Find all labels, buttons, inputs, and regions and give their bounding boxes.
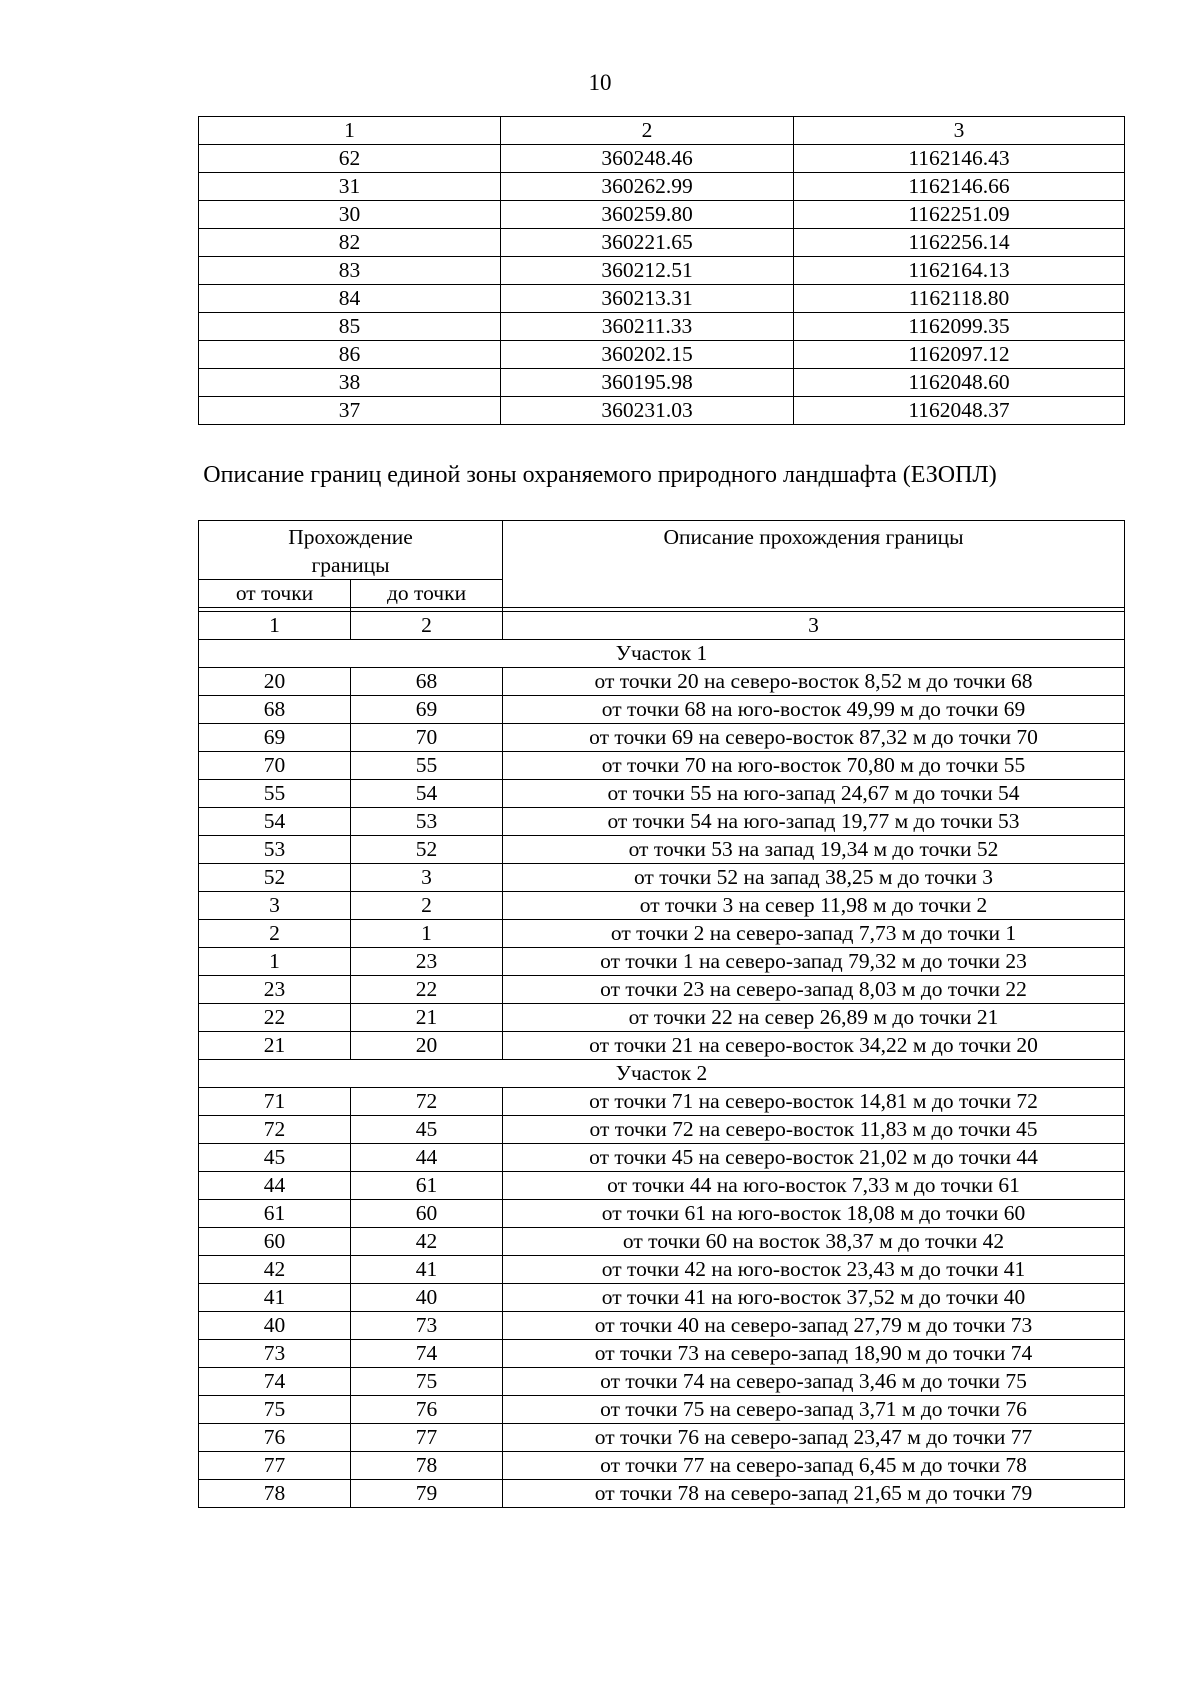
y-coordinate: 1162048.37 [794,397,1125,425]
from-point: 41 [199,1284,351,1312]
from-point: 78 [199,1480,351,1508]
point-number: 86 [199,341,501,369]
from-point: 22 [199,1004,351,1032]
section-title-cell: Участок 2 [199,1060,1125,1088]
table-row [199,229,1125,257]
from-point: 23 [199,976,351,1004]
to-point: 42 [351,1228,503,1256]
boundary-description: от точки 75 на северо-запад 3,71 м до точки 76 [503,1396,1125,1424]
boundary-description: от точки 68 на юго-восток 49,99 м до точки 69 [503,696,1125,724]
from-point: 61 [199,1200,351,1228]
table-row [199,1144,1125,1172]
table-row [199,1032,1125,1060]
section-row [199,1060,1125,1088]
point-number: 31 [199,173,501,201]
to-point: 54 [351,780,503,808]
table-row [199,864,1125,892]
column-number: 2 [501,117,794,145]
y-coordinate: 1162251.09 [794,201,1125,229]
boundary-description: от точки 21 на северо-восток 34,22 м до точки 20 [503,1032,1125,1060]
boundary-description: от точки 44 на юго-восток 7,33 м до точки 61 [503,1172,1125,1200]
x-coordinate: 360211.33 [501,313,794,341]
boundary-description: от точки 45 на северо-восток 21,02 м до точки 44 [503,1144,1125,1172]
from-point: 2 [199,920,351,948]
boundary-description: от точки 61 на юго-восток 18,08 м до точки 60 [503,1200,1125,1228]
to-point: 23 [351,948,503,976]
boundary-description: от точки 55 на юго-запад 24,67 м до точки 54 [503,780,1125,808]
boundary-description: от точки 78 на северо-запад 21,65 м до точки 79 [503,1480,1125,1508]
x-coordinate: 360259.80 [501,201,794,229]
to-point: 21 [351,1004,503,1032]
from-point: 54 [199,808,351,836]
column-number: 2 [351,612,503,640]
from-point: 68 [199,696,351,724]
table-row [199,1172,1125,1200]
boundary-description: от точки 3 на север 11,98 м до точки 2 [503,892,1125,920]
boundary-description: от точки 40 на северо-запад 27,79 м до точки 73 [503,1312,1125,1340]
coordinates-table [198,116,1125,425]
boundary-description: от точки 71 на северо-восток 14,81 м до точки 72 [503,1088,1125,1116]
point-number: 62 [199,145,501,173]
to-point: 78 [351,1452,503,1480]
table-row [199,892,1125,920]
table-row [199,1424,1125,1452]
y-coordinate: 1162164.13 [794,257,1125,285]
from-point: 20 [199,668,351,696]
from-point: 77 [199,1452,351,1480]
column-number: 3 [503,612,1125,640]
table-row [199,257,1125,285]
from-point: 71 [199,1088,351,1116]
boundary-description: от точки 22 на север 26,89 м до точки 21 [503,1004,1125,1032]
table-row [199,1004,1125,1032]
table-row [199,780,1125,808]
table-row [199,285,1125,313]
to-point: 52 [351,836,503,864]
boundary-description: от точки 77 на северо-запад 6,45 м до точки 78 [503,1452,1125,1480]
x-coordinate: 360212.51 [501,257,794,285]
from-point-header: от точки [199,580,351,608]
section-row [199,640,1125,668]
to-point: 76 [351,1396,503,1424]
table-row [199,948,1125,976]
point-number: 84 [199,285,501,313]
boundary-description: от точки 70 на юго-восток 70,80 м до точки 55 [503,752,1125,780]
table-row [199,696,1125,724]
x-coordinate: 360195.98 [501,369,794,397]
to-point: 60 [351,1200,503,1228]
from-point: 55 [199,780,351,808]
to-point: 44 [351,1144,503,1172]
to-point: 40 [351,1284,503,1312]
from-point: 70 [199,752,351,780]
from-point: 44 [199,1172,351,1200]
y-coordinate: 1162099.35 [794,313,1125,341]
y-coordinate: 1162146.43 [794,145,1125,173]
boundary-description: от точки 23 на северо-запад 8,03 м до точки 22 [503,976,1125,1004]
column-number-row [199,612,1125,640]
to-point: 41 [351,1256,503,1284]
header-row [199,521,1125,580]
x-coordinate: 360213.31 [501,285,794,313]
to-point-header: до точки [351,580,503,608]
from-point: 52 [199,864,351,892]
table-row [199,145,1125,173]
point-number: 82 [199,229,501,257]
table-row [199,1340,1125,1368]
coords-header-row [199,117,1125,145]
y-coordinate: 1162256.14 [794,229,1125,257]
x-coordinate: 360221.65 [501,229,794,257]
table-row [199,1116,1125,1144]
boundary-description: от точки 20 на северо-восток 8,52 м до точки 68 [503,668,1125,696]
to-point: 68 [351,668,503,696]
to-point: 22 [351,976,503,1004]
boundary-description: от точки 69 на северо-восток 87,32 м до точки 70 [503,724,1125,752]
table-row [199,752,1125,780]
from-point: 21 [199,1032,351,1060]
table-row [199,201,1125,229]
boundary-description: от точки 60 на восток 38,37 м до точки 42 [503,1228,1125,1256]
boundary-description: от точки 76 на северо-запад 23,47 м до точки 77 [503,1424,1125,1452]
to-point: 1 [351,920,503,948]
x-coordinate: 360202.15 [501,341,794,369]
to-point: 3 [351,864,503,892]
x-coordinate: 360262.99 [501,173,794,201]
point-number: 37 [199,397,501,425]
boundary-description: от точки 1 на северо-запад 79,32 м до точки 23 [503,948,1125,976]
y-coordinate: 1162146.66 [794,173,1125,201]
x-coordinate: 360231.03 [501,397,794,425]
table-row [199,1480,1125,1508]
to-point: 72 [351,1088,503,1116]
to-point: 55 [351,752,503,780]
from-point: 69 [199,724,351,752]
table-row [199,976,1125,1004]
from-point: 72 [199,1116,351,1144]
from-point: 45 [199,1144,351,1172]
to-point: 74 [351,1340,503,1368]
table-row [199,173,1125,201]
boundary-description: от точки 53 на запад 19,34 м до точки 52 [503,836,1125,864]
table-row [199,313,1125,341]
from-point: 73 [199,1340,351,1368]
boundary-description: от точки 2 на северо-запад 7,73 м до точки 1 [503,920,1125,948]
from-point: 53 [199,836,351,864]
group-header: Прохождение границы [199,521,503,580]
table-row [199,724,1125,752]
page-number: 10 [588,70,612,95]
from-point: 75 [199,1396,351,1424]
from-point: 76 [199,1424,351,1452]
to-point: 61 [351,1172,503,1200]
from-point: 40 [199,1312,351,1340]
y-coordinate: 1162048.60 [794,369,1125,397]
table-row [199,1284,1125,1312]
to-point: 79 [351,1480,503,1508]
from-point: 74 [199,1368,351,1396]
from-point: 60 [199,1228,351,1256]
boundary-description: от точки 72 на северо-восток 11,83 м до точки 45 [503,1116,1125,1144]
table-row [199,1396,1125,1424]
table-row [199,1228,1125,1256]
y-coordinate: 1162097.12 [794,341,1125,369]
table-row [199,1452,1125,1480]
table-row [199,668,1125,696]
boundary-description: от точки 41 на юго-восток 37,52 м до точки 40 [503,1284,1125,1312]
table-row [199,1256,1125,1284]
point-number: 30 [199,201,501,229]
table-row [199,369,1125,397]
column-number: 1 [199,117,501,145]
table-row [199,341,1125,369]
table-row [199,920,1125,948]
column-number: 3 [794,117,1125,145]
x-coordinate: 360248.46 [501,145,794,173]
table-row [199,1200,1125,1228]
section-title-cell: Участок 1 [199,640,1125,668]
point-number: 38 [199,369,501,397]
y-coordinate: 1162118.80 [794,285,1125,313]
to-point: 77 [351,1424,503,1452]
boundary-description: от точки 74 на северо-запад 3,46 м до точки 75 [503,1368,1125,1396]
to-point: 2 [351,892,503,920]
to-point: 45 [351,1116,503,1144]
boundary-description: от точки 52 на запад 38,25 м до точки 3 [503,864,1125,892]
from-point: 1 [199,948,351,976]
point-number: 85 [199,313,501,341]
section-title: Описание границ единой зоны охраняемого природного ландшафта (ЕЗОПЛ) [203,462,997,488]
column-number: 1 [199,612,351,640]
boundary-description: от точки 73 на северо-запад 18,90 м до точки 74 [503,1340,1125,1368]
point-number: 83 [199,257,501,285]
table-row [199,397,1125,425]
to-point: 69 [351,696,503,724]
to-point: 75 [351,1368,503,1396]
from-point: 3 [199,892,351,920]
boundary-description: от точки 54 на юго-запад 19,77 м до точки 53 [503,808,1125,836]
table-row [199,1088,1125,1116]
to-point: 20 [351,1032,503,1060]
boundary-description: от точки 42 на юго-восток 23,43 м до точки 41 [503,1256,1125,1284]
description-header: Описание прохождения границы [503,521,1125,608]
to-point: 70 [351,724,503,752]
table-row [199,808,1125,836]
to-point: 53 [351,808,503,836]
table-row [199,1312,1125,1340]
table-row [199,1368,1125,1396]
to-point: 73 [351,1312,503,1340]
boundary-description-table [198,520,1125,1508]
table-row [199,836,1125,864]
from-point: 42 [199,1256,351,1284]
